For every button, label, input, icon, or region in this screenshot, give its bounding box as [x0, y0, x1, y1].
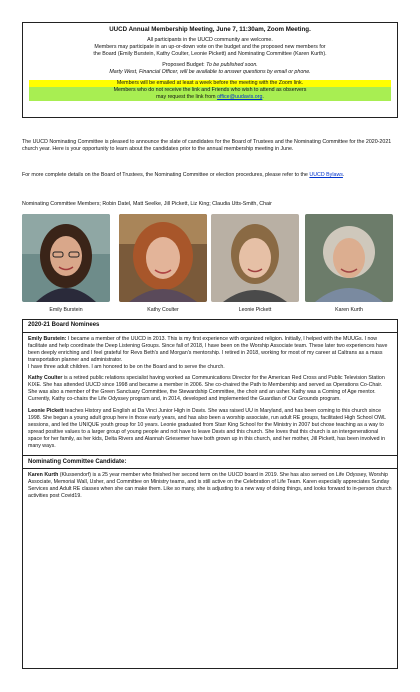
leonie-name: Leonie Pickett [28, 408, 64, 415]
committee-members-line: Nominating Committee Members; Robin Datel, Matt Seelke, Jill Pickett, Liz King; Claudia Utts-Smith, Chair [22, 201, 272, 207]
bio-karen-kurth [28, 472, 392, 500]
photo-karen-kurth [305, 214, 393, 302]
nominating-candidate-heading: Nominating Committee Candidate: [28, 458, 127, 465]
caption-kathy-coulter: Kathy Coulter [147, 307, 179, 313]
heading-divider [23, 332, 397, 333]
candidate-divider [23, 468, 397, 469]
section-divider [23, 455, 397, 456]
welcome-line: All participants in the UUCD community are welcome. [147, 37, 273, 43]
vote-line-2: the Board (Emily Burstein, Kathy Coulter, Leonie Pickett) and Nominating Committee (Karen Kurth). [93, 51, 327, 57]
caption-leonie-pickett: Leonie Pickett [238, 307, 272, 313]
kathy-bio-text: is a retired public relations specialist having worked as Communications Director for the American Red Cross and Public Television Station KIXE. She has attended UUCD since 1998 and became a member in 2006. She co-chaired the Path to Membership and served as Operations Co-Chair. She was also a member of the Green Sanctuary Committee, the Stewardship Committee, the choir and an usher. Kathy was a Coming of Age mentor. Currently, Kathy co-chairs the Life Odyssey program and, in 2014, developed and implemented the Guardian of Our Grounds program. [28, 375, 385, 403]
intro-paragraph: The UUCD Nominating Committee is pleased to announce the slate of candidates for the Board of Trustees and the Nominating Committee for the 2020-2021 church year. Here is your opportunity to learn about the candidates prior to the annual membership meeting in June. [22, 139, 392, 152]
bylaws-paragraph [22, 172, 398, 179]
budget-line [29, 62, 391, 69]
bylaws-suffix: . [342, 172, 345, 178]
request-line [29, 94, 391, 101]
kathy-name: Kathy Coulter [28, 375, 63, 382]
bio-emily-burstein [28, 336, 392, 371]
bio-kathy-coulter [28, 375, 392, 403]
caption-emily-burstein: Emily Burstein [49, 307, 83, 313]
observer-notice: Members who do not receive the link and Friends who wish to attend as observers [29, 87, 391, 94]
bylaws-prefix: For more complete details on the Board of Trustees, the Nominating Committee or election procedures, please refer to the [22, 172, 308, 178]
finance-line: Marty West, Financial Officer, will be available to answer questions by email or phone. [109, 69, 311, 75]
photo-emily-burstein [22, 214, 110, 302]
emily-bio-text: I became a member of the UUCD in 2013. This is my first experience with organized religion. Initially, I helped with the MUUGs. I now facilitate and help coordinate the Deep Listening Groups. Since fall of 2018, I have been on the Worship Associate team. These later two experiences have been deeply enriching and I feel grateful for Revs Beth's and Morgan's mentorship. I retired in 2018, working for most of my career at Caltrans as a mass transportation planner and administrator. [28, 335, 388, 363]
bylaws-link[interactable]: UUCD Bylaws [309, 172, 343, 178]
leonie-bio-text: teaches History and English at Da Vinci Junior High in Davis. She was raised UU in Maryland, and has been coming to this church since 1998. She began a young adult group here in those early years, and has also been a worship associate, run adult RE groups, facilitated High School OWL sessions, and led the UNIQUE youth group for 10 years. Leonie graduated from Starr King School for the Ministry in 2007 but chose teaching as a way to spread positive values to a larger group of young people and not have to leave Davis and this church. She loves that this church is an intergenerational space for her family, as her kids, Delta Rivers and Alannah Griesemer have both grown up in this church, and her mother, Jill Pickett, has been involved in many ways. [28, 408, 386, 449]
request-prefix: may request the link from [156, 94, 216, 100]
emily-bio-text-2: I have three adult children. I am honored to be on the Board and to serve the church. [28, 363, 225, 370]
request-suffix: . [262, 94, 264, 100]
board-nominees-heading: 2020-21 Board Nominees [28, 322, 100, 328]
emily-name: Emily Burstein: [28, 335, 67, 342]
karen-bio-text: (Klussendorf) is a 25 year member who finished her second term on the UUCD board in 2019. She has also served on Life Odyssey, Worship Associate, Memorial Wall, Usher, and Committee on Ministry teams, and is still active on the Celebration of Life Team. Karen especially appreciates Sunday Services and Adult RE classes when she can make them. Like so many, she is adjusting to a new way of doing things, and looks forward to in-person church activities post Covid19. [28, 472, 392, 500]
vote-line-1: Members may participate in an up-or-down vote on the budget and the proposed new members for [94, 44, 326, 50]
photo-kathy-coulter [119, 214, 207, 302]
budget-status: To be published soon. [206, 62, 258, 68]
karen-name: Karen Kurth [28, 472, 59, 479]
office-email-link[interactable]: office@uudavis.org [217, 94, 263, 100]
photo-leonie-pickett [211, 214, 299, 302]
meeting-announcement-box [22, 22, 398, 118]
meeting-title: UUCD Annual Membership Meeting, June 7, 11:30am, Zoom Meeting. [109, 26, 311, 33]
caption-karen-kurth: Karen Kurth [335, 307, 363, 313]
nominees-box [22, 319, 398, 669]
budget-label: Proposed Budget: [162, 62, 205, 68]
email-notice: Members will be emailed at least a week before the meeting with the Zoom link. [29, 80, 391, 87]
bio-leonie-pickett [28, 408, 392, 449]
